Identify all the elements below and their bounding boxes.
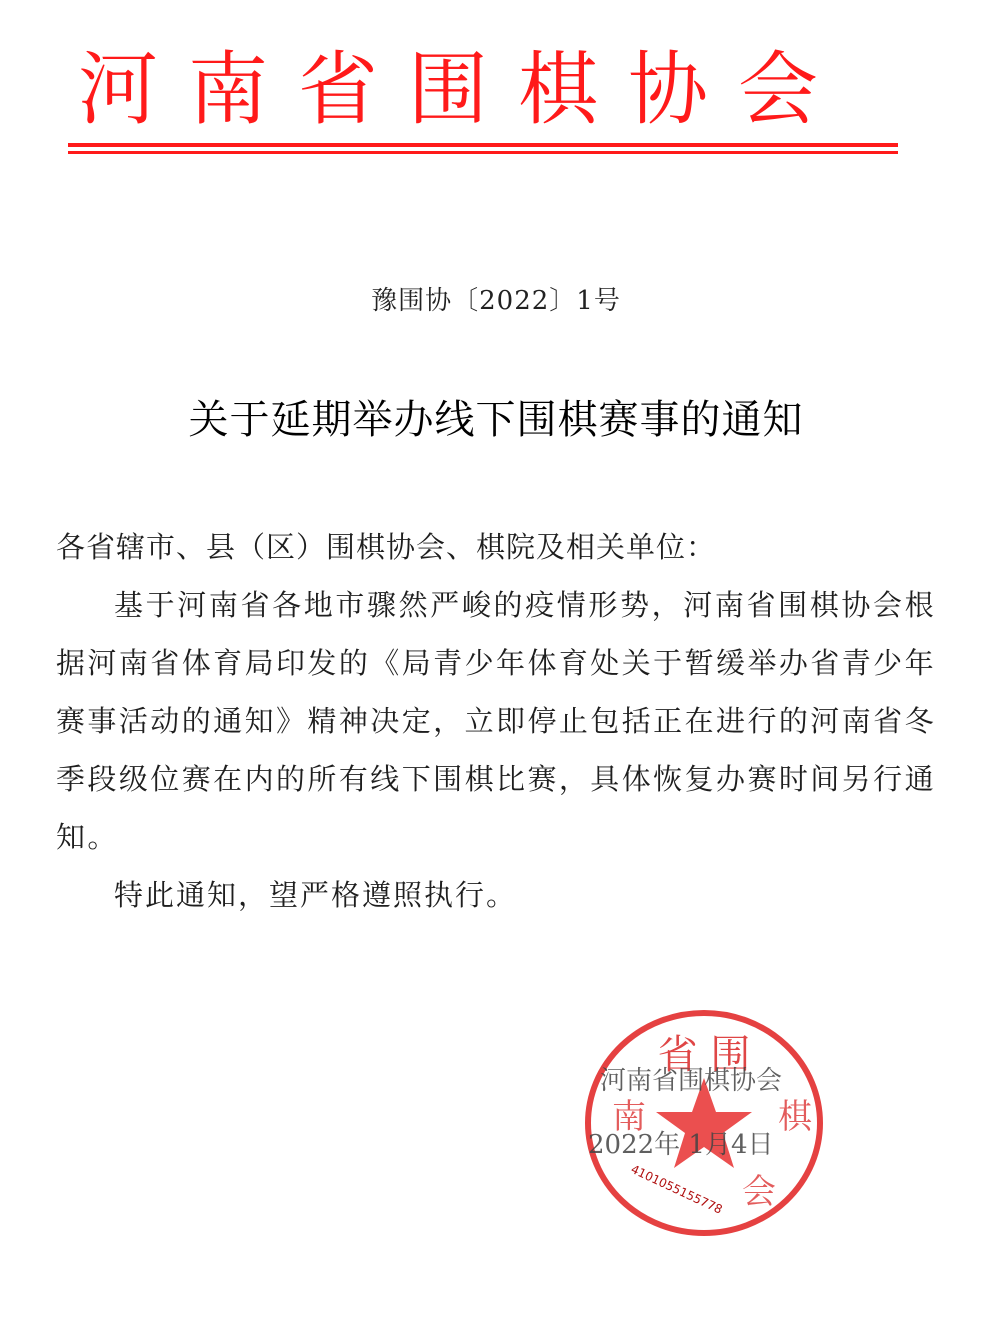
svg-text:4101055155778: 4101055155778 [628, 1162, 725, 1217]
signature-date: 2022年 1月4日 [588, 1130, 774, 1160]
document-number: 豫围协〔2022〕1号 [371, 286, 621, 316]
letterhead-rule-top [68, 143, 898, 147]
svg-text:南: 南 [612, 1097, 646, 1137]
svg-text:会: 会 [742, 1172, 776, 1212]
letterhead-title: 河南省围棋协会 [78, 43, 848, 136]
salutation: 各省辖市、县（区）围棋协会、棋院及相关单位： [56, 530, 717, 564]
document-body [56, 518, 936, 924]
signature-org: 河南省围棋协会 [600, 1066, 783, 1096]
official-seal [582, 1008, 826, 1238]
letterhead-rule-bottom [68, 151, 898, 154]
closing-line: 特此通知，望严格遵照执行。 [114, 878, 518, 912]
svg-text:棋: 棋 [778, 1097, 812, 1137]
seal-graphic [582, 1008, 826, 1238]
svg-text:省 围: 省 围 [657, 1032, 751, 1078]
letterhead [68, 40, 898, 150]
body-paragraph: 基于河南省各地市骤然严峻的疫情形势，河南省围棋协会根据河南省体育局印发的《局青少年体育处关于暂缓举办省青少年赛事活动的通知》精神决定，立即停止包括正在进行的河南省冬季段级位赛在内的所有线下围棋比赛，具体恢复办赛时间另行通知。 [56, 588, 936, 854]
document-title: 关于延期举办线下围棋赛事的通知 [188, 397, 804, 443]
